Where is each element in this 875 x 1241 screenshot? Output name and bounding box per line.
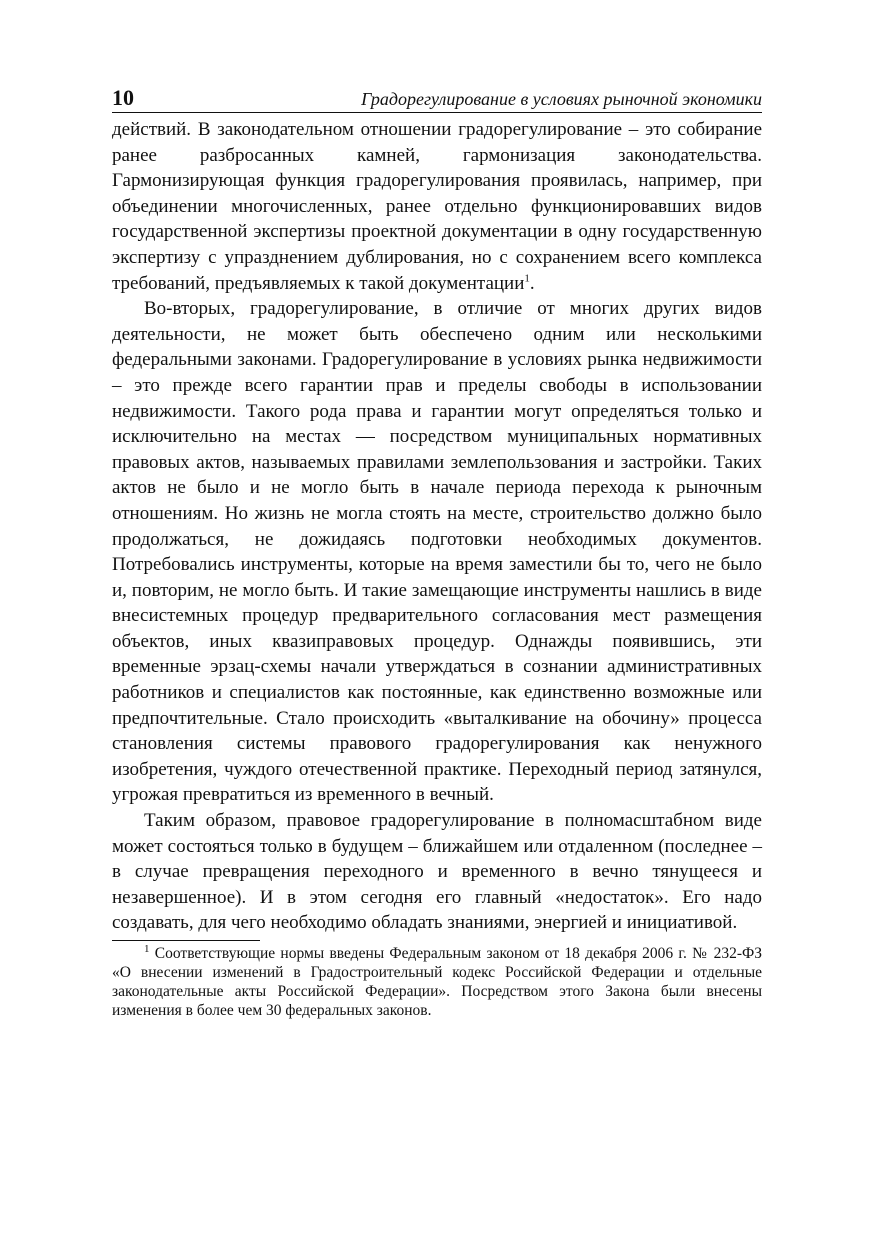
footnote-reference[interactable]: 1 — [524, 272, 530, 285]
paragraph-1 — [112, 117, 762, 296]
footnote — [112, 944, 762, 1020]
book-page — [112, 84, 762, 1020]
footnote-marker: 1 — [144, 942, 150, 955]
paragraph-1-tail: . — [529, 272, 535, 294]
paragraph-3: Таким образом, правовое градорегулирование в полномасштабном виде может состояться только в будущем – ближайшем или отдаленном (последнее – в случае превращения переходного и временного в вечно тянущееся и незавершенное). И в этом сегодня его главный «недостаток». Его надо создавать, для чего необходимо обладать знаниями, энергией и инициативой. — [112, 810, 762, 934]
body-text — [112, 117, 762, 936]
paragraph-1-text: действий. В законодательном отношении градорегулирование – это собирание ранее разбросанных камней, гармонизация законодательства. Гармонизирующая функция градорегулирования проявилась, например, при объединении многочисленных, ранее отдельно функционировавших видов государственной экспертизы проектной документации в одну государственную экспертизу с упразднением дублирования, но с сохранением всего комплекса требований, предъявляемых к такой документации — [112, 119, 762, 294]
running-title: Градорегулирование в условиях рыночной экономики — [361, 89, 762, 109]
footnote-divider — [112, 940, 260, 941]
running-head — [112, 84, 762, 113]
footnote-text: Соответствующие нормы введены Федеральным законом от 18 декабря 2006 г. № 232-ФЗ «О внесении изменений в Градостроительный кодекс Российской Федерации и отдельные законодательные акты Российской Федерации». Посредством этого Закона были внесены изменения в более чем 30 федеральных законов. — [112, 945, 763, 1019]
page-number: 10 — [112, 85, 134, 110]
paragraph-2: Во-вторых, градорегулирование, в отличие от многих других видов деятельности, не может быть обеспечено одним или несколькими федеральными законами. Градорегулирование в условиях рынка недвижимости – это прежде всего гарантии прав и пределы свободы в использовании недвижимости. Такого рода права и гарантии могут определяться только и исключительно на местах — посредством муниципальных нормативных правовых актов, называемых правилами землепользования и застройки. Таких актов не было и не могло быть в начале периода перехода к рыночным отношениям. Но жизнь не могла стоять на месте, строительство должно было продолжаться, не дожидаясь подготовки необходимых документов. Потребовались инструменты, которые на время заместили бы то, чего не было и, повторим, не могло быть. И такие замещающие инструменты нашлись в виде внесистемных процедур предварительного согласования мест размещения объектов, иных квазиправовых процедур. Однажды появившись, эти временные эрзац-схемы начали утверждаться в сознании административных работников и специалистов как постоянные, как единственно возможные или предпочтительные. Стало происходить «выталкивание на обочину» процесса становления системы правового градорегулирования как ненужного изобретения, чуждого отечественной практике. Переходный период затянулся, угрожая превратиться из временного в вечный. — [112, 298, 762, 806]
